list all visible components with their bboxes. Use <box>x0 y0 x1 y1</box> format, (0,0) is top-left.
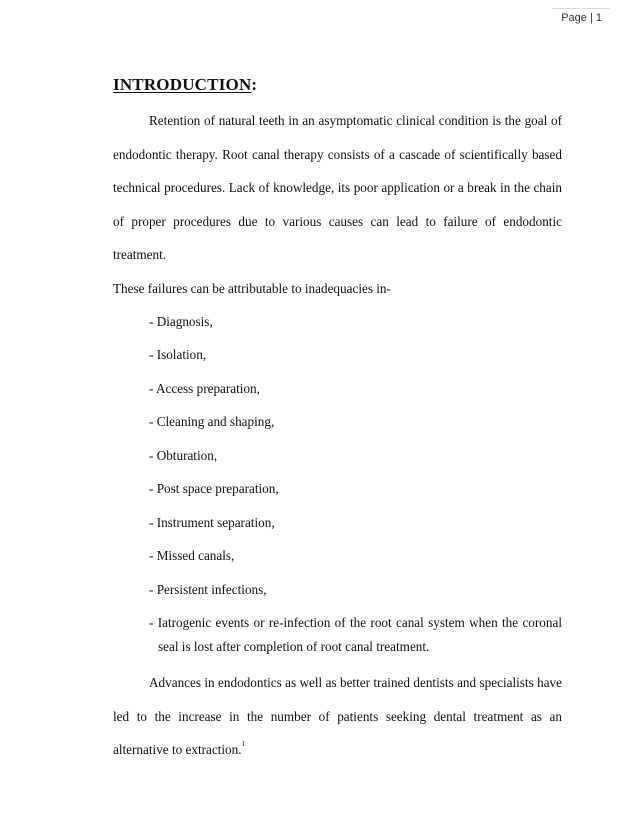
page-number: Page | 1 <box>561 12 602 24</box>
header-rule <box>552 8 610 9</box>
list-lead-in: These failures can be attributable to inadequacies in- <box>113 280 391 296</box>
document-body <box>113 75 562 767</box>
closing-paragraph-text: Advances in endodontics as well as better trained dentists and specialists have led to the increase in the number of patients seeking dental treatment as an alternative to extraction. <box>113 675 562 757</box>
list-item: - Cleaning and shaping, <box>149 414 275 429</box>
closing-paragraph <box>113 666 562 767</box>
list-item: - Diagnosis, <box>149 313 213 329</box>
list-item: - Missed canals, <box>149 548 235 563</box>
intro-paragraph: Retention of natural teeth in an asymptomatic clinical condition is the goal of endodontic therapy. Root canal therapy consists of a cascade of scientifically based technical procedures. Lack of knowledge, its poor application or a break in the chain of proper procedures due to various causes can lead to failure of endodontic treatment. <box>113 113 562 262</box>
list-item-iatrogenic: - Iatrogenic events or re-infection of the root canal system when the coronal seal is lost after completion of root canal treatment. <box>149 615 562 654</box>
footnote-reference: 1 <box>241 740 246 748</box>
section-heading <box>113 75 562 95</box>
list-item: - Isolation, <box>149 347 207 362</box>
list-item: - Obturation, <box>149 447 218 463</box>
section-heading-text: INTRODUCTION <box>113 75 252 94</box>
list-item: - Persistent infections, <box>149 581 267 597</box>
failure-causes-list <box>113 305 562 660</box>
list-item: - Instrument separation, <box>149 514 275 530</box>
section-heading-colon: : <box>251 75 258 94</box>
list-item: - Post space preparation, <box>149 481 279 496</box>
list-item: - Access preparation, <box>149 380 260 396</box>
